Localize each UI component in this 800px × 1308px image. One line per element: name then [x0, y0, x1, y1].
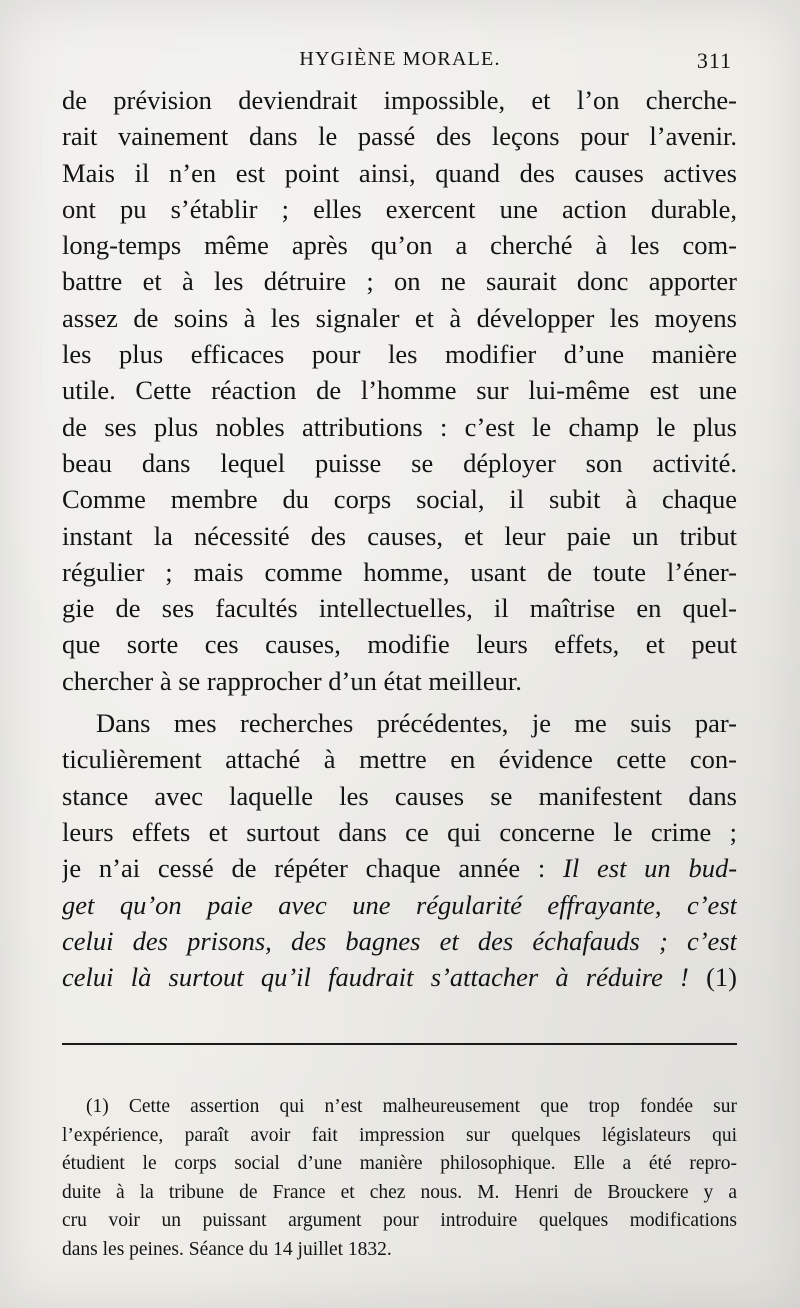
italic-quote-start: Il est un bud- — [563, 853, 737, 884]
text-line: instant la nécessité des causes, et leur paie un tribut — [62, 520, 737, 551]
footnote-line: duite à la tribune de France et chez nous. M. Henri de Brouckere y a — [62, 1181, 737, 1203]
text-line: de prévision deviendrait impossible, et l’on cherche- — [62, 85, 737, 115]
text-line-mixed — [62, 959, 737, 995]
text-line: assez de soins à les signaler et à développer les moyens — [62, 302, 737, 333]
footnote-separator-rule — [62, 1043, 737, 1045]
text-line: battre et à les détruire ; on ne saurait donc apporter — [62, 266, 737, 297]
footnote-line: cru voir un puissant argument pour introduire quelques modifications — [62, 1210, 737, 1232]
text-line: ticulièrement attaché à mettre en évidence cette con- — [62, 744, 737, 775]
page-header — [62, 48, 738, 78]
italic-quote-line: celui des prisons, des bagnes et des échafauds ; c’est — [62, 925, 737, 956]
footnote-reference: (1) — [706, 962, 737, 993]
text-line: régulier ; mais comme homme, usant de toute l’éner- — [62, 556, 737, 587]
text-line: les plus efficaces pour les modifier d’une manière — [62, 339, 737, 370]
italic-quote-end: celui là surtout qu’il faudrait s’attacher à réduire ! — [62, 962, 689, 993]
running-head: HYGIÈNE MORALE. — [299, 48, 501, 70]
text-line: Comme membre du corps social, il subit à chaque — [62, 484, 737, 515]
text-line: stance avec laquelle les causes se manifestent dans — [62, 780, 737, 811]
text-line: que sorte ces causes, modifie leurs effets, et peut — [62, 629, 737, 660]
text-line: long-temps même après qu’on a cherché à les com- — [62, 230, 737, 261]
italic-quote-line: get qu’on paie avec une régularité effrayante, c’est — [62, 889, 737, 920]
text-line: Mais il n’en est point ainsi, quand des causes actives — [62, 157, 737, 188]
text-line: rait vainement dans le passé des leçons pour l’avenir. — [62, 121, 737, 152]
text-line: leurs effets et surtout dans ce qui concerne le crime ; — [62, 816, 737, 847]
text-line: gie de ses facultés intellectuelles, il maîtrise en quel- — [62, 593, 737, 624]
footnote — [62, 1093, 737, 1265]
text-line: utile. Cette réaction de l’homme sur lui-même est une — [62, 375, 737, 406]
page-number: 311 — [696, 48, 732, 73]
text-segment: je n’ai cessé de répéter chaque année : — [62, 853, 546, 884]
text-line: chercher à se rapprocher d’un état meilleur. — [62, 665, 522, 696]
text-line: de ses plus nobles attributions : c’est le champ le plus — [62, 411, 737, 442]
main-text — [62, 82, 737, 995]
footnote-line: (1) Cette assertion qui n’est malheureusement que trop fondée sur — [86, 1096, 737, 1117]
footnote-line: l’expérience, paraît avoir fait impression sur quelques législateurs qui — [62, 1124, 737, 1146]
text-line: ont pu s’établir ; elles exercent une action durable, — [62, 193, 737, 224]
footnote-line: étudient le corps social d’une manière philosophique. Elle a été repro- — [62, 1153, 737, 1175]
text-line: Dans mes recherches précédentes, je me suis par- — [96, 708, 737, 739]
footnote-line: dans les peines. Séance du 14 juillet 1832. — [62, 1238, 392, 1260]
text-line: beau dans lequel puisse se déployer son activité. — [62, 447, 737, 478]
text-line-mixed — [62, 850, 737, 886]
